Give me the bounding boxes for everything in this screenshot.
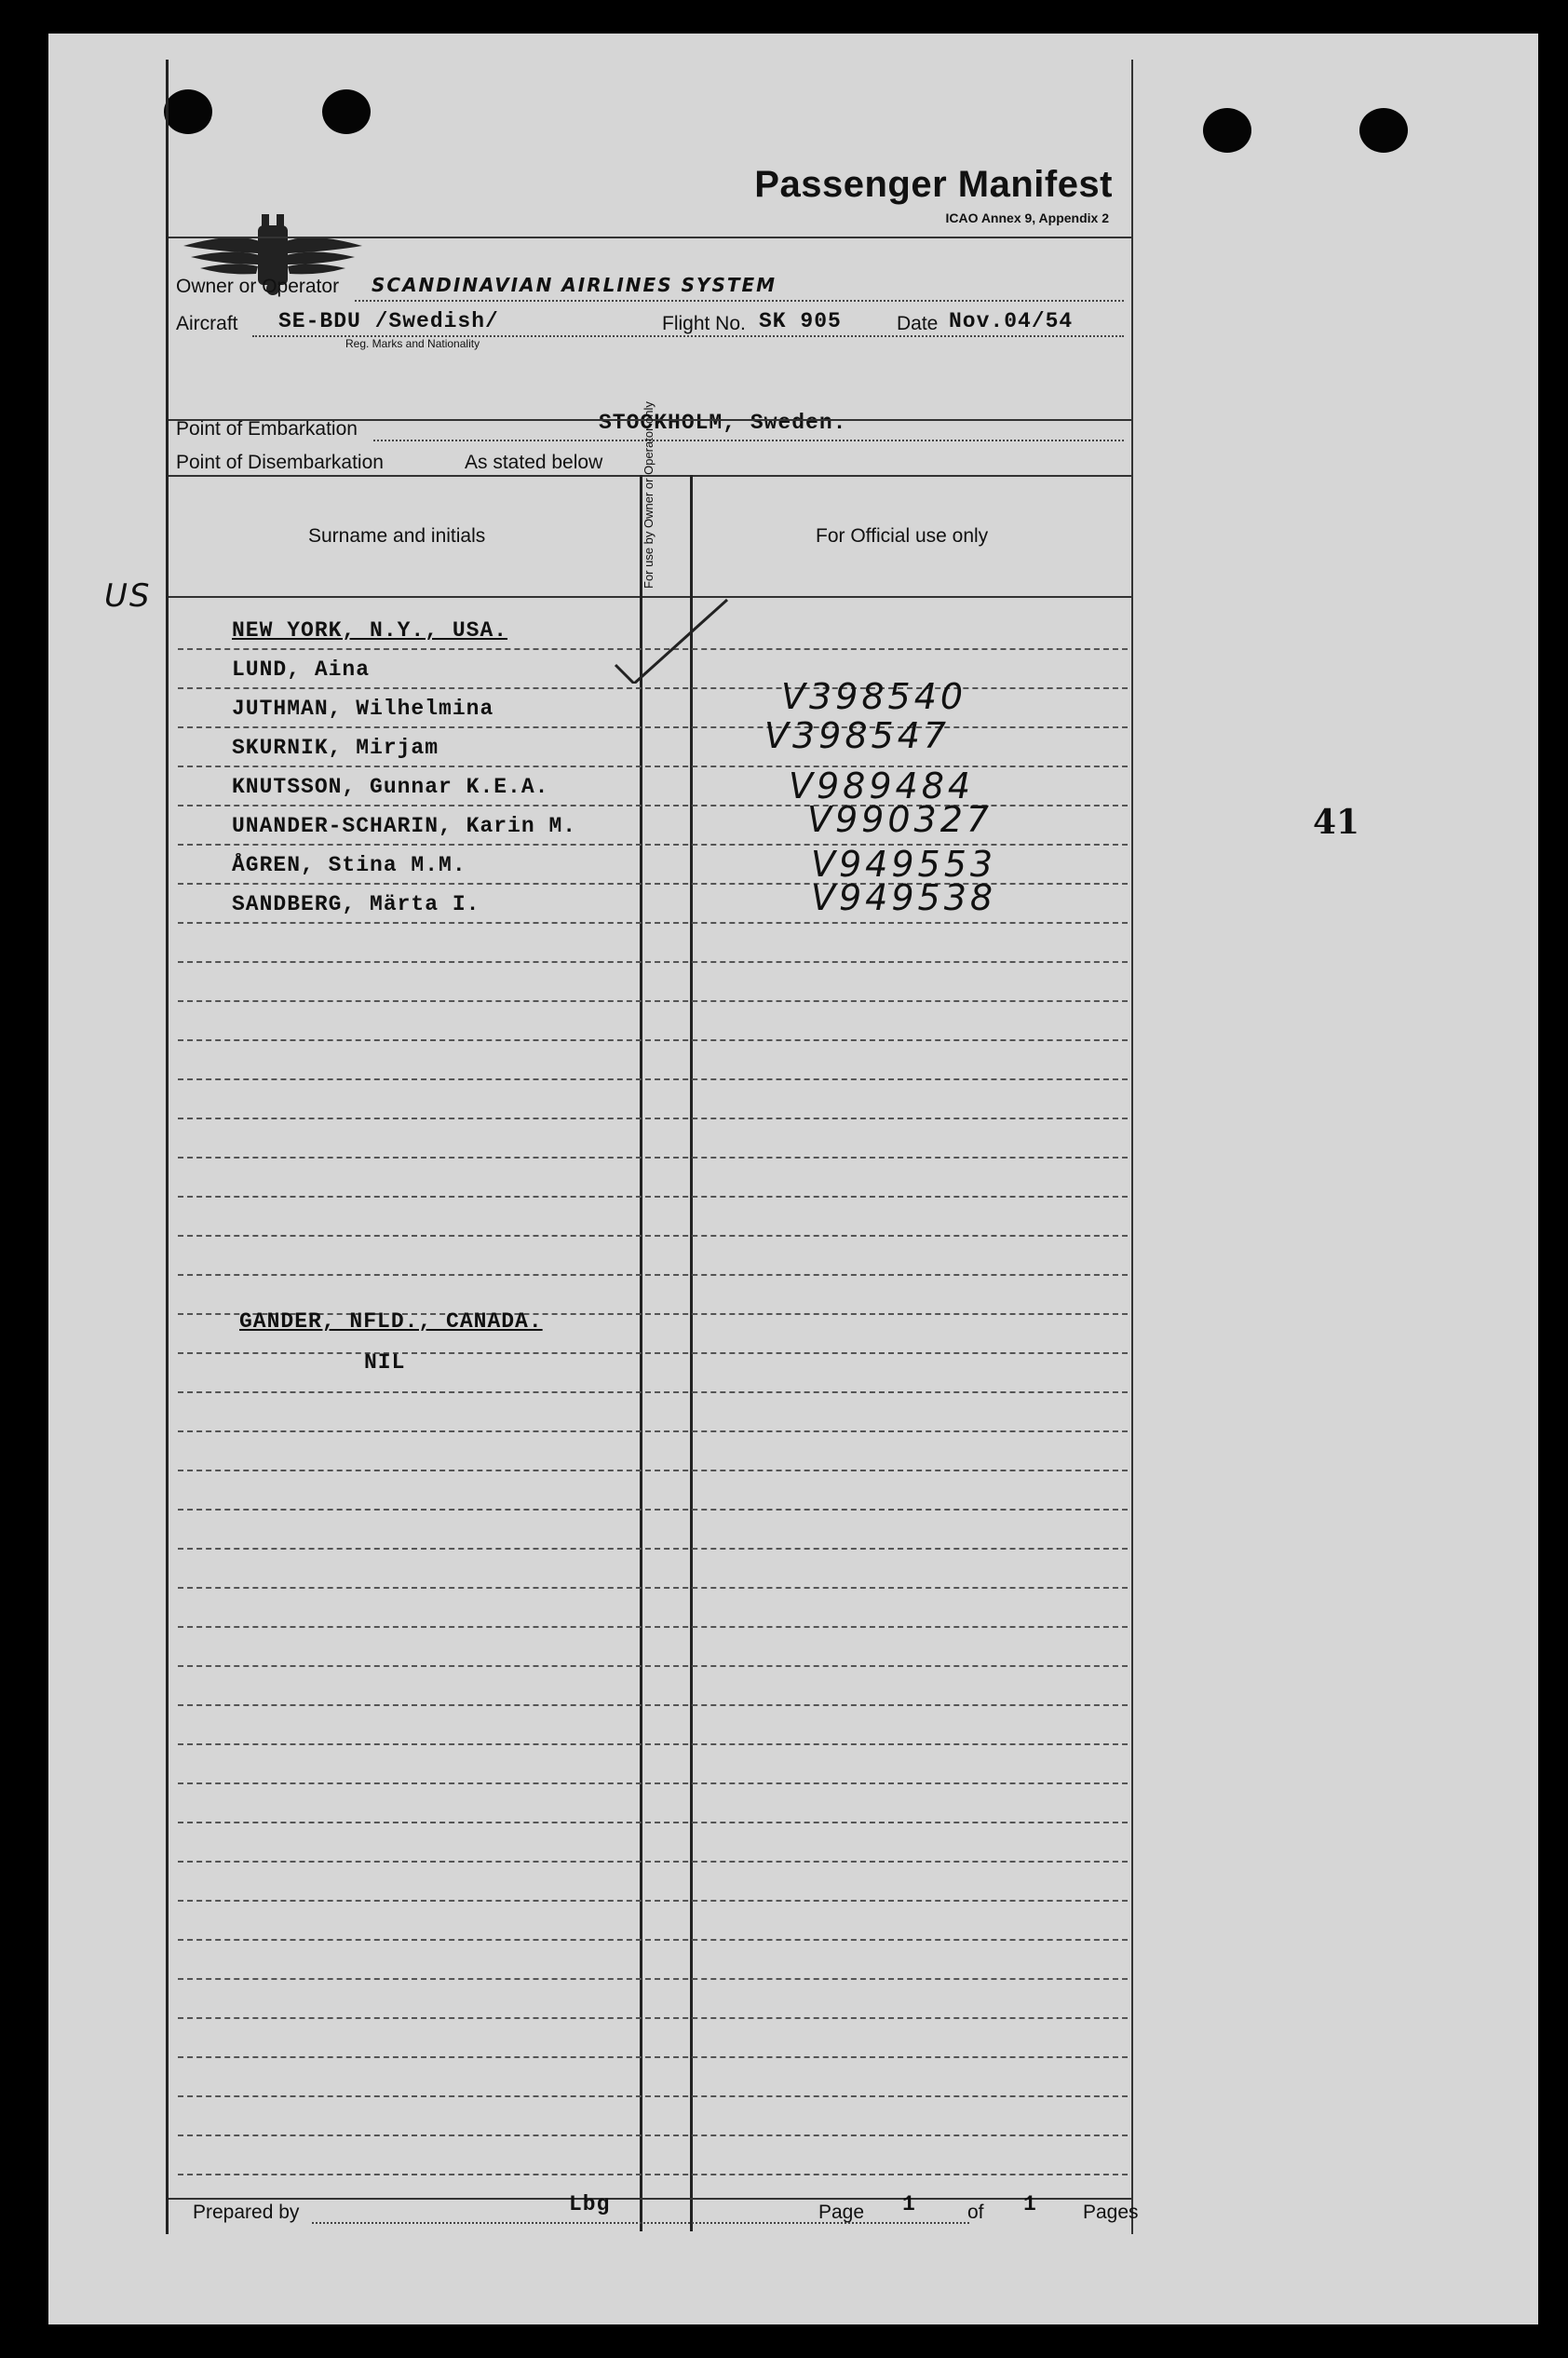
passenger-name: UNANDER-SCHARIN, Karin M. — [232, 814, 577, 838]
row-rule — [178, 1078, 1128, 1080]
row-rule — [178, 1430, 1128, 1432]
flight-label: Flight No. — [662, 313, 746, 334]
prepared-value: Lbg — [569, 2192, 611, 2216]
punch-hole — [1359, 108, 1408, 153]
col-header-official: For Official use only — [816, 525, 989, 547]
check-mark — [606, 535, 737, 684]
row-rule — [178, 1939, 1128, 1941]
official-number: V398540 — [781, 676, 967, 717]
row-rule — [178, 1978, 1128, 1980]
passenger-name: SANDBERG, Märta I. — [232, 892, 480, 916]
official-number: V989484 — [789, 766, 975, 806]
row-rule — [178, 1509, 1128, 1511]
row-rule — [178, 1704, 1128, 1706]
page-label: Page — [818, 2202, 865, 2223]
date-value: Nov.04/54 — [949, 309, 1074, 333]
manifest-title: Passenger Manifest — [754, 164, 1113, 205]
passenger-name: KNUTSSON, Gunnar K.E.A. — [232, 775, 549, 799]
row-rule — [178, 1352, 1128, 1354]
fill-line — [252, 335, 1124, 337]
row-rule — [178, 1000, 1128, 1002]
margin-note: US — [104, 577, 152, 615]
fill-line — [373, 440, 1124, 441]
fill-line — [355, 300, 1124, 302]
owner-value: SCANDINAVIAN AIRLINES SYSTEM — [372, 274, 777, 296]
row-rule — [178, 1196, 1128, 1198]
row-rule — [178, 1157, 1128, 1159]
fill-line — [312, 2222, 969, 2224]
row-rule — [178, 1665, 1128, 1667]
disembark-label: Point of Disembarkation — [176, 452, 384, 473]
official-number: V398547 — [764, 715, 951, 756]
row-rule — [178, 1548, 1128, 1550]
col-header-surname: Surname and initials — [308, 525, 486, 547]
punch-hole — [1203, 108, 1251, 153]
aircraft-label: Aircraft — [176, 313, 238, 334]
passenger-name: NIL — [364, 1350, 406, 1375]
row-rule — [178, 1782, 1128, 1784]
passenger-name: SKURNIK, Mirjam — [232, 736, 439, 760]
flight-value: SK 905 — [759, 309, 842, 333]
footer-rule — [169, 2198, 1131, 2200]
passenger-name: ÅGREN, Stina M.M. — [232, 853, 466, 877]
pages-label: Pages — [1083, 2202, 1139, 2223]
row-rule — [178, 1743, 1128, 1745]
prepared-label: Prepared by — [193, 2202, 300, 2223]
pages-value: 1 — [1023, 2192, 1037, 2216]
date-label: Date — [897, 313, 939, 334]
row-rule — [178, 2056, 1128, 2058]
row-rule — [178, 922, 1128, 924]
page-value: 1 — [902, 2192, 916, 2216]
row-rule — [178, 1274, 1128, 1276]
embark-label: Point of Embarkation — [176, 418, 358, 440]
passenger-name: LUND, Aina — [232, 657, 371, 682]
row-rule — [178, 1861, 1128, 1863]
embark-value: STOCKHOLM, Sweden. — [599, 411, 847, 435]
row-rule — [178, 1391, 1128, 1393]
row-rule — [178, 726, 1128, 728]
rule — [169, 237, 1131, 238]
official-number: V990327 — [807, 799, 994, 840]
row-rule — [178, 2134, 1128, 2136]
passenger-name: JUTHMAN, Wilhelmina — [232, 697, 494, 721]
row-rule — [178, 687, 1128, 689]
row-rule — [178, 1626, 1128, 1628]
row-rule — [178, 961, 1128, 963]
row-rule — [178, 1587, 1128, 1589]
side-number: 41 — [1313, 803, 1360, 842]
official-number: V949538 — [811, 877, 997, 918]
aircraft-value: SE-BDU /Swedish/ — [278, 309, 499, 333]
destination-name: NEW YORK, N.Y., USA. — [232, 618, 508, 643]
row-rule — [178, 766, 1128, 767]
manifest-subtitle: ICAO Annex 9, Appendix 2 — [945, 210, 1109, 225]
official-number: V949553 — [811, 844, 997, 885]
row-rule — [178, 1822, 1128, 1823]
owner-label: Owner or Operator — [176, 276, 340, 297]
reg-caption: Reg. Marks and Nationality — [345, 337, 480, 350]
col-header-owner-use: For use by Owner or Operator only — [642, 401, 656, 589]
row-rule — [178, 1235, 1128, 1237]
destination-name: GANDER, NFLD., CANADA. — [239, 1309, 543, 1334]
row-rule — [178, 2095, 1128, 2097]
row-rule — [178, 1900, 1128, 1902]
row-rule — [178, 1118, 1128, 1119]
row-rule — [178, 1470, 1128, 1471]
row-rule — [178, 2174, 1128, 2175]
of-label: of — [967, 2202, 984, 2223]
disembark-value: As stated below — [465, 452, 603, 473]
row-rule — [178, 2017, 1128, 2019]
row-rule — [178, 1039, 1128, 1041]
manifest-form — [166, 60, 1139, 2234]
